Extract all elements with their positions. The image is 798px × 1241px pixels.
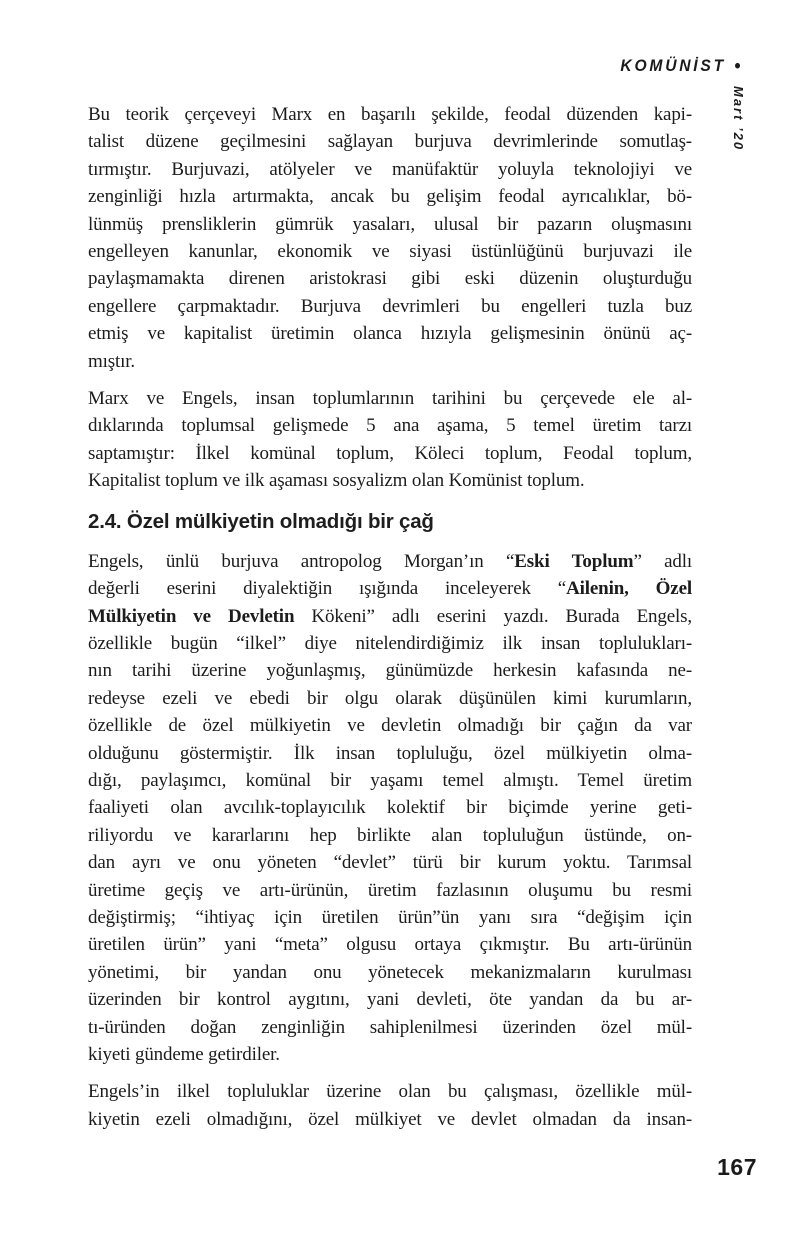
article-body <box>88 101 692 1133</box>
text-line <box>88 657 692 684</box>
text-line <box>88 822 692 849</box>
body-text: zenginliği hızla artırmakta, ancak bu gelişim feodal ayrıcalıklar, bö- <box>88 186 692 208</box>
bold-text: Mülkiyetin ve Devletin <box>88 605 295 627</box>
body-text: paylaşmamakta direnen aristokrasi gibi eski düzenin oluşturduğu <box>88 268 692 290</box>
body-text: etmiş ve kapitalist üretimin olanca hızıyla gelişmesinin önünü aç- <box>88 323 692 345</box>
body-text: değiştirmiş; “ihtiyaç için üretilen ürün”ün yanı sıra “değişim için <box>88 906 692 928</box>
body-text: kiyetin ezeli olmadığını, özel mülkiyet ve devlet olmadan da insan- <box>88 1108 692 1130</box>
body-text: engellere çarpmaktadır. Burjuva devrimleri bu engelleri tuzla buz <box>88 295 692 317</box>
body-text: redeyse ezeli ve ebedi bir olgu olarak düşünülen kimi kurumların, <box>88 687 692 709</box>
text-line <box>88 712 692 739</box>
text-line <box>88 849 692 876</box>
text-line <box>88 385 692 412</box>
text-line <box>88 348 692 375</box>
section-heading: 2.4. Özel mülkiyetin olmadığı bir çağ <box>88 509 434 533</box>
text-line <box>88 412 692 439</box>
page-number: 167 <box>717 1154 757 1180</box>
text-line <box>88 630 692 657</box>
magazine-title: KOMÜNİST <box>620 56 726 75</box>
body-text: özellikle bugün “ilkel” diye nitelendirdiğimiz ilk insan toplulukları- <box>88 632 692 654</box>
body-text: mıştır. <box>88 350 135 372</box>
body-text: üretilen ürün” yani “meta” olgusu ortaya çıkmıştır. Bu artı-ürünün <box>88 934 692 956</box>
text-line <box>88 767 692 794</box>
text-line <box>88 740 692 767</box>
body-text: değerli eserini diyalektiğin ışığında inceleyerek “ <box>88 578 567 600</box>
text-line <box>88 183 692 210</box>
text-line <box>88 440 692 467</box>
text-line <box>88 959 692 986</box>
body-text: dıklarında toplumsal gelişmede 5 ana aşama, 5 temel üretim tarzı <box>88 415 692 437</box>
body-text: engelleyen kanunlar, ekonomik ve siyasi üstünlüğünü burjuvazi ile <box>88 241 692 263</box>
text-line <box>88 156 692 183</box>
text-line <box>88 877 692 904</box>
body-text: olduğunu göstermiştir. İlk insan topluluğu, özel mülkiyetin olma- <box>88 742 692 764</box>
body-text: ” adlı <box>633 550 693 572</box>
text-line <box>88 1041 692 1068</box>
body-text: Engels’in ilkel topluluklar üzerine olan bu çalışması, özellikle mül- <box>88 1081 692 1103</box>
text-line <box>88 467 692 494</box>
body-text: kiyeti gündeme getirdiler. <box>88 1044 280 1065</box>
issue-date: Mart ’20 <box>731 86 746 152</box>
bullet-separator: • <box>733 56 740 77</box>
body-text: Bu teorik çerçeveyi Marx en başarılı şekilde, feodal düzenden kapi- <box>88 104 692 125</box>
body-text: saptamıştır: İlkel komünal toplum, Köleci toplum, Feodal toplum, <box>88 442 692 464</box>
body-text: faaliyeti olan avcılık-toplayıcılık kolektif bir biçimde yerine geti- <box>88 797 692 819</box>
text-line <box>88 575 692 602</box>
body-text: nın tarihi üzerine yoğunlaşmış, günümüzde herkesin kafasında ne- <box>88 660 692 682</box>
text-line <box>88 548 692 575</box>
text-line <box>88 685 692 712</box>
text-line <box>88 1078 692 1105</box>
text-line <box>88 238 692 265</box>
magazine-masthead <box>620 56 740 78</box>
bold-text: Ailenin, Özel <box>566 578 692 600</box>
text-line <box>88 293 692 320</box>
paragraph <box>88 1078 692 1133</box>
body-text: özellikle de özel mülkiyetin ve devletin olmadığı bir çağın da var <box>88 715 692 737</box>
body-text: lünmüş prensliklerin gümrük yasaları, ulusal bir pazarın oluşmasını <box>88 213 692 235</box>
body-text: dan ayrı ve onu yöneten “devlet” türü bir kurum yoktu. Tarımsal <box>88 852 692 874</box>
body-text: üzerinden bir kontrol aygıtını, yani devleti, öte yandan da bu ar- <box>88 989 692 1011</box>
body-text: tı-üründen doğan zenginliğin sahiplenilmesi üzerinden özel mül- <box>88 1016 692 1038</box>
text-line <box>88 904 692 931</box>
text-line <box>88 1014 692 1041</box>
body-text: Kökeni” adlı eserini yazdı. Burada Engels, <box>294 605 692 627</box>
body-text: Marx ve Engels, insan toplumlarının tarihini bu çerçevede ele al- <box>88 388 692 410</box>
body-text: dığı, paylaşımcı, komünal bir yaşamı temel almıştı. Temel üretim <box>88 769 692 791</box>
body-text: riliyordu ve kararlarını hep birlikte alan topluluğun üstünde, on- <box>88 824 692 846</box>
body-text: üretime geçiş ve artı-ürünün, üretim fazlasının oluşumu bu resmi <box>88 879 692 901</box>
paragraph <box>88 548 692 1069</box>
body-text: Engels, ünlü burjuva antropolog Morgan’ın “ <box>88 550 515 572</box>
text-line <box>88 603 692 630</box>
paragraph <box>88 101 692 375</box>
text-line <box>88 128 692 155</box>
text-line <box>88 986 692 1013</box>
text-line <box>88 320 692 347</box>
paragraph <box>88 385 692 495</box>
body-text: yönetimi, bir yandan onu yönetecek mekanizmaların kurulması <box>88 961 692 983</box>
text-line <box>88 211 692 238</box>
text-line <box>88 265 692 292</box>
text-line <box>88 794 692 821</box>
bold-text: Eski Toplum <box>514 550 634 572</box>
body-text: Kapitalist toplum ve ilk aşaması sosyalizm olan Komünist toplum. <box>88 470 585 492</box>
text-line <box>88 101 692 128</box>
text-line <box>88 931 692 958</box>
body-text: talist düzene geçilmesini sağlayan burjuva devrimlerinde somutlaş- <box>88 131 692 153</box>
body-text: tırmıştır. Burjuvazi, atölyeler ve manüfaktür yoluyla teknolojiyi ve <box>88 158 692 180</box>
text-line <box>88 1106 692 1133</box>
